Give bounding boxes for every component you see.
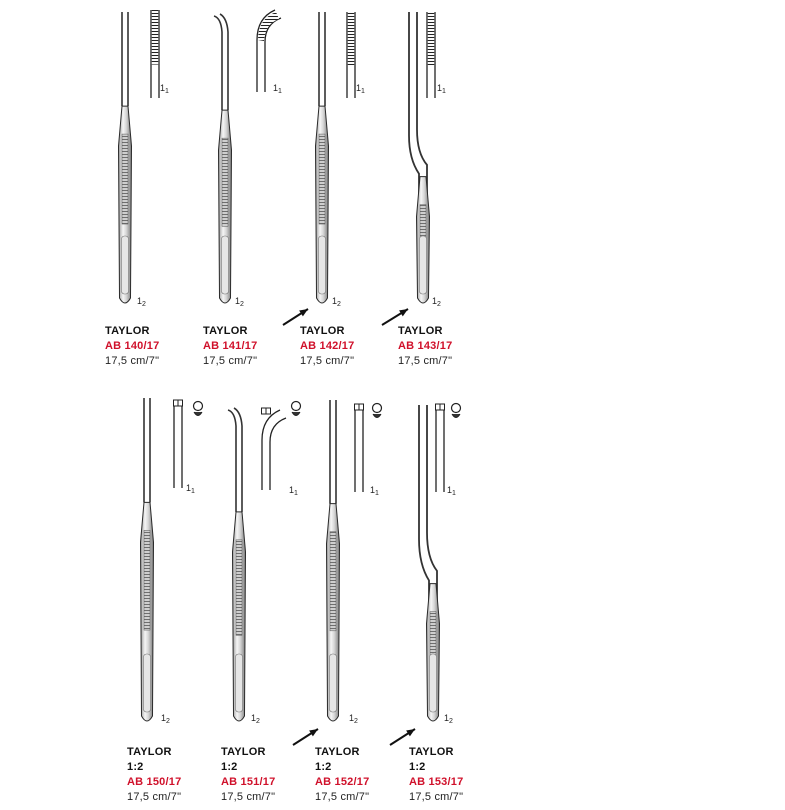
- scale-label-tip: $1_1$: [356, 83, 365, 95]
- caption-ab-153: [409, 745, 463, 805]
- tooth-profile-icon: [452, 414, 460, 418]
- caption-ab-141: [203, 324, 257, 369]
- scale-label-body: $1_2$: [251, 713, 260, 725]
- caption-ab-150: [127, 745, 181, 805]
- forceps-ab-152: [327, 400, 340, 721]
- product-code: AB 153/17: [409, 776, 464, 788]
- product-size: 17,5 cm/7": [300, 355, 355, 367]
- caption-ab-152: [315, 745, 369, 805]
- grip-serration: [330, 532, 336, 631]
- product-size: 17,5 cm/7": [409, 791, 464, 803]
- product-code: AB 150/17: [127, 776, 182, 788]
- product-code: AB 143/17: [398, 340, 453, 352]
- tooth-profile-icon: [292, 412, 300, 416]
- grip-serration: [319, 134, 325, 224]
- scale-label-tip: $1_1$: [289, 485, 298, 497]
- scale-label-body: $1_2$: [235, 296, 244, 308]
- forceps-ab-140: [119, 12, 132, 303]
- product-code: AB 141/17: [203, 340, 258, 352]
- product-ratio: 1:2: [315, 761, 332, 773]
- grip-serration: [144, 530, 150, 630]
- tooth-profile-icon: [373, 404, 382, 413]
- tip-detail-ab-143-serration: [428, 12, 434, 65]
- product-name: TAYLOR: [398, 325, 443, 337]
- scale-label-body: $1_2$: [349, 713, 358, 725]
- grip-serration: [236, 540, 242, 635]
- product-ratio: 1:2: [221, 761, 238, 773]
- forceps-ab-150: [141, 398, 154, 721]
- product-size: 17,5 cm/7": [105, 355, 160, 367]
- handle-end: [236, 654, 243, 712]
- product-name: TAYLOR: [105, 325, 150, 337]
- scale-label-body: $1_2$: [161, 713, 170, 725]
- scale-label-body: $1_2$: [137, 296, 146, 308]
- product-code: AB 152/17: [315, 776, 370, 788]
- tip-detail-ab-151: [262, 410, 280, 490]
- product-size: 17,5 cm/7": [398, 355, 453, 367]
- scale-label-tip: $1_1$: [370, 485, 379, 497]
- scale-label-tip: $1_1$: [186, 483, 195, 495]
- product-code: AB 142/17: [300, 340, 355, 352]
- product-code: AB 140/17: [105, 340, 160, 352]
- tip-detail-ab-151: [270, 418, 286, 490]
- product-size: 17,5 cm/7": [127, 791, 182, 803]
- handle-end: [420, 236, 427, 294]
- tooth-profile-icon: [194, 402, 203, 411]
- scale-label-body: $1_2$: [332, 296, 341, 308]
- grip-serration: [222, 138, 228, 226]
- handle-end: [430, 654, 437, 712]
- caption-ab-140: [105, 324, 159, 369]
- caption-ab-142: [300, 324, 354, 369]
- product-size: 17,5 cm/7": [203, 355, 258, 367]
- forceps-ab-141: [214, 14, 232, 303]
- caption-ab-151: [221, 745, 275, 805]
- product-name: TAYLOR: [409, 746, 454, 758]
- handle-end: [222, 236, 229, 294]
- forceps-ab-151: [228, 408, 246, 721]
- product-name: TAYLOR: [300, 325, 345, 337]
- handle-end: [122, 236, 129, 294]
- scale-label-tip: $1_1$: [437, 83, 446, 95]
- scale-label-tip: $1_1$: [160, 83, 169, 95]
- product-name: TAYLOR: [315, 746, 360, 758]
- grip-serration: [122, 134, 128, 224]
- tooth-profile-icon: [292, 402, 301, 411]
- tip-detail-ab-142-serration: [348, 12, 354, 65]
- product-name: TAYLOR: [127, 746, 172, 758]
- scale-label-tip: $1_1$: [273, 83, 282, 95]
- tooth-profile-icon: [194, 412, 202, 416]
- tooth-profile-icon: [373, 414, 381, 418]
- product-size: 17,5 cm/7": [315, 791, 370, 803]
- handle-end: [144, 654, 151, 712]
- tip-detail-ab-141: [265, 18, 281, 92]
- tip-detail-ab-141-serration: [258, 12, 279, 41]
- product-name: TAYLOR: [221, 746, 266, 758]
- forceps-jaw: [228, 410, 236, 512]
- scale-label-tip: $1_1$: [447, 485, 456, 497]
- forceps-jaw: [214, 16, 222, 110]
- scale-label-body: $1_2$: [432, 296, 441, 308]
- tip-detail-ab-140-serration: [152, 10, 158, 65]
- caption-ab-143: [398, 324, 452, 369]
- product-ratio: 1:2: [409, 761, 426, 773]
- product-code: AB 151/17: [221, 776, 276, 788]
- tooth-profile-icon: [452, 404, 461, 413]
- scale-label-body: $1_2$: [444, 713, 453, 725]
- product-name: TAYLOR: [203, 325, 248, 337]
- handle-end: [330, 654, 337, 712]
- forceps-ab-142: [316, 12, 329, 303]
- handle-end: [319, 236, 326, 294]
- product-size: 17,5 cm/7": [221, 791, 276, 803]
- product-ratio: 1:2: [127, 761, 144, 773]
